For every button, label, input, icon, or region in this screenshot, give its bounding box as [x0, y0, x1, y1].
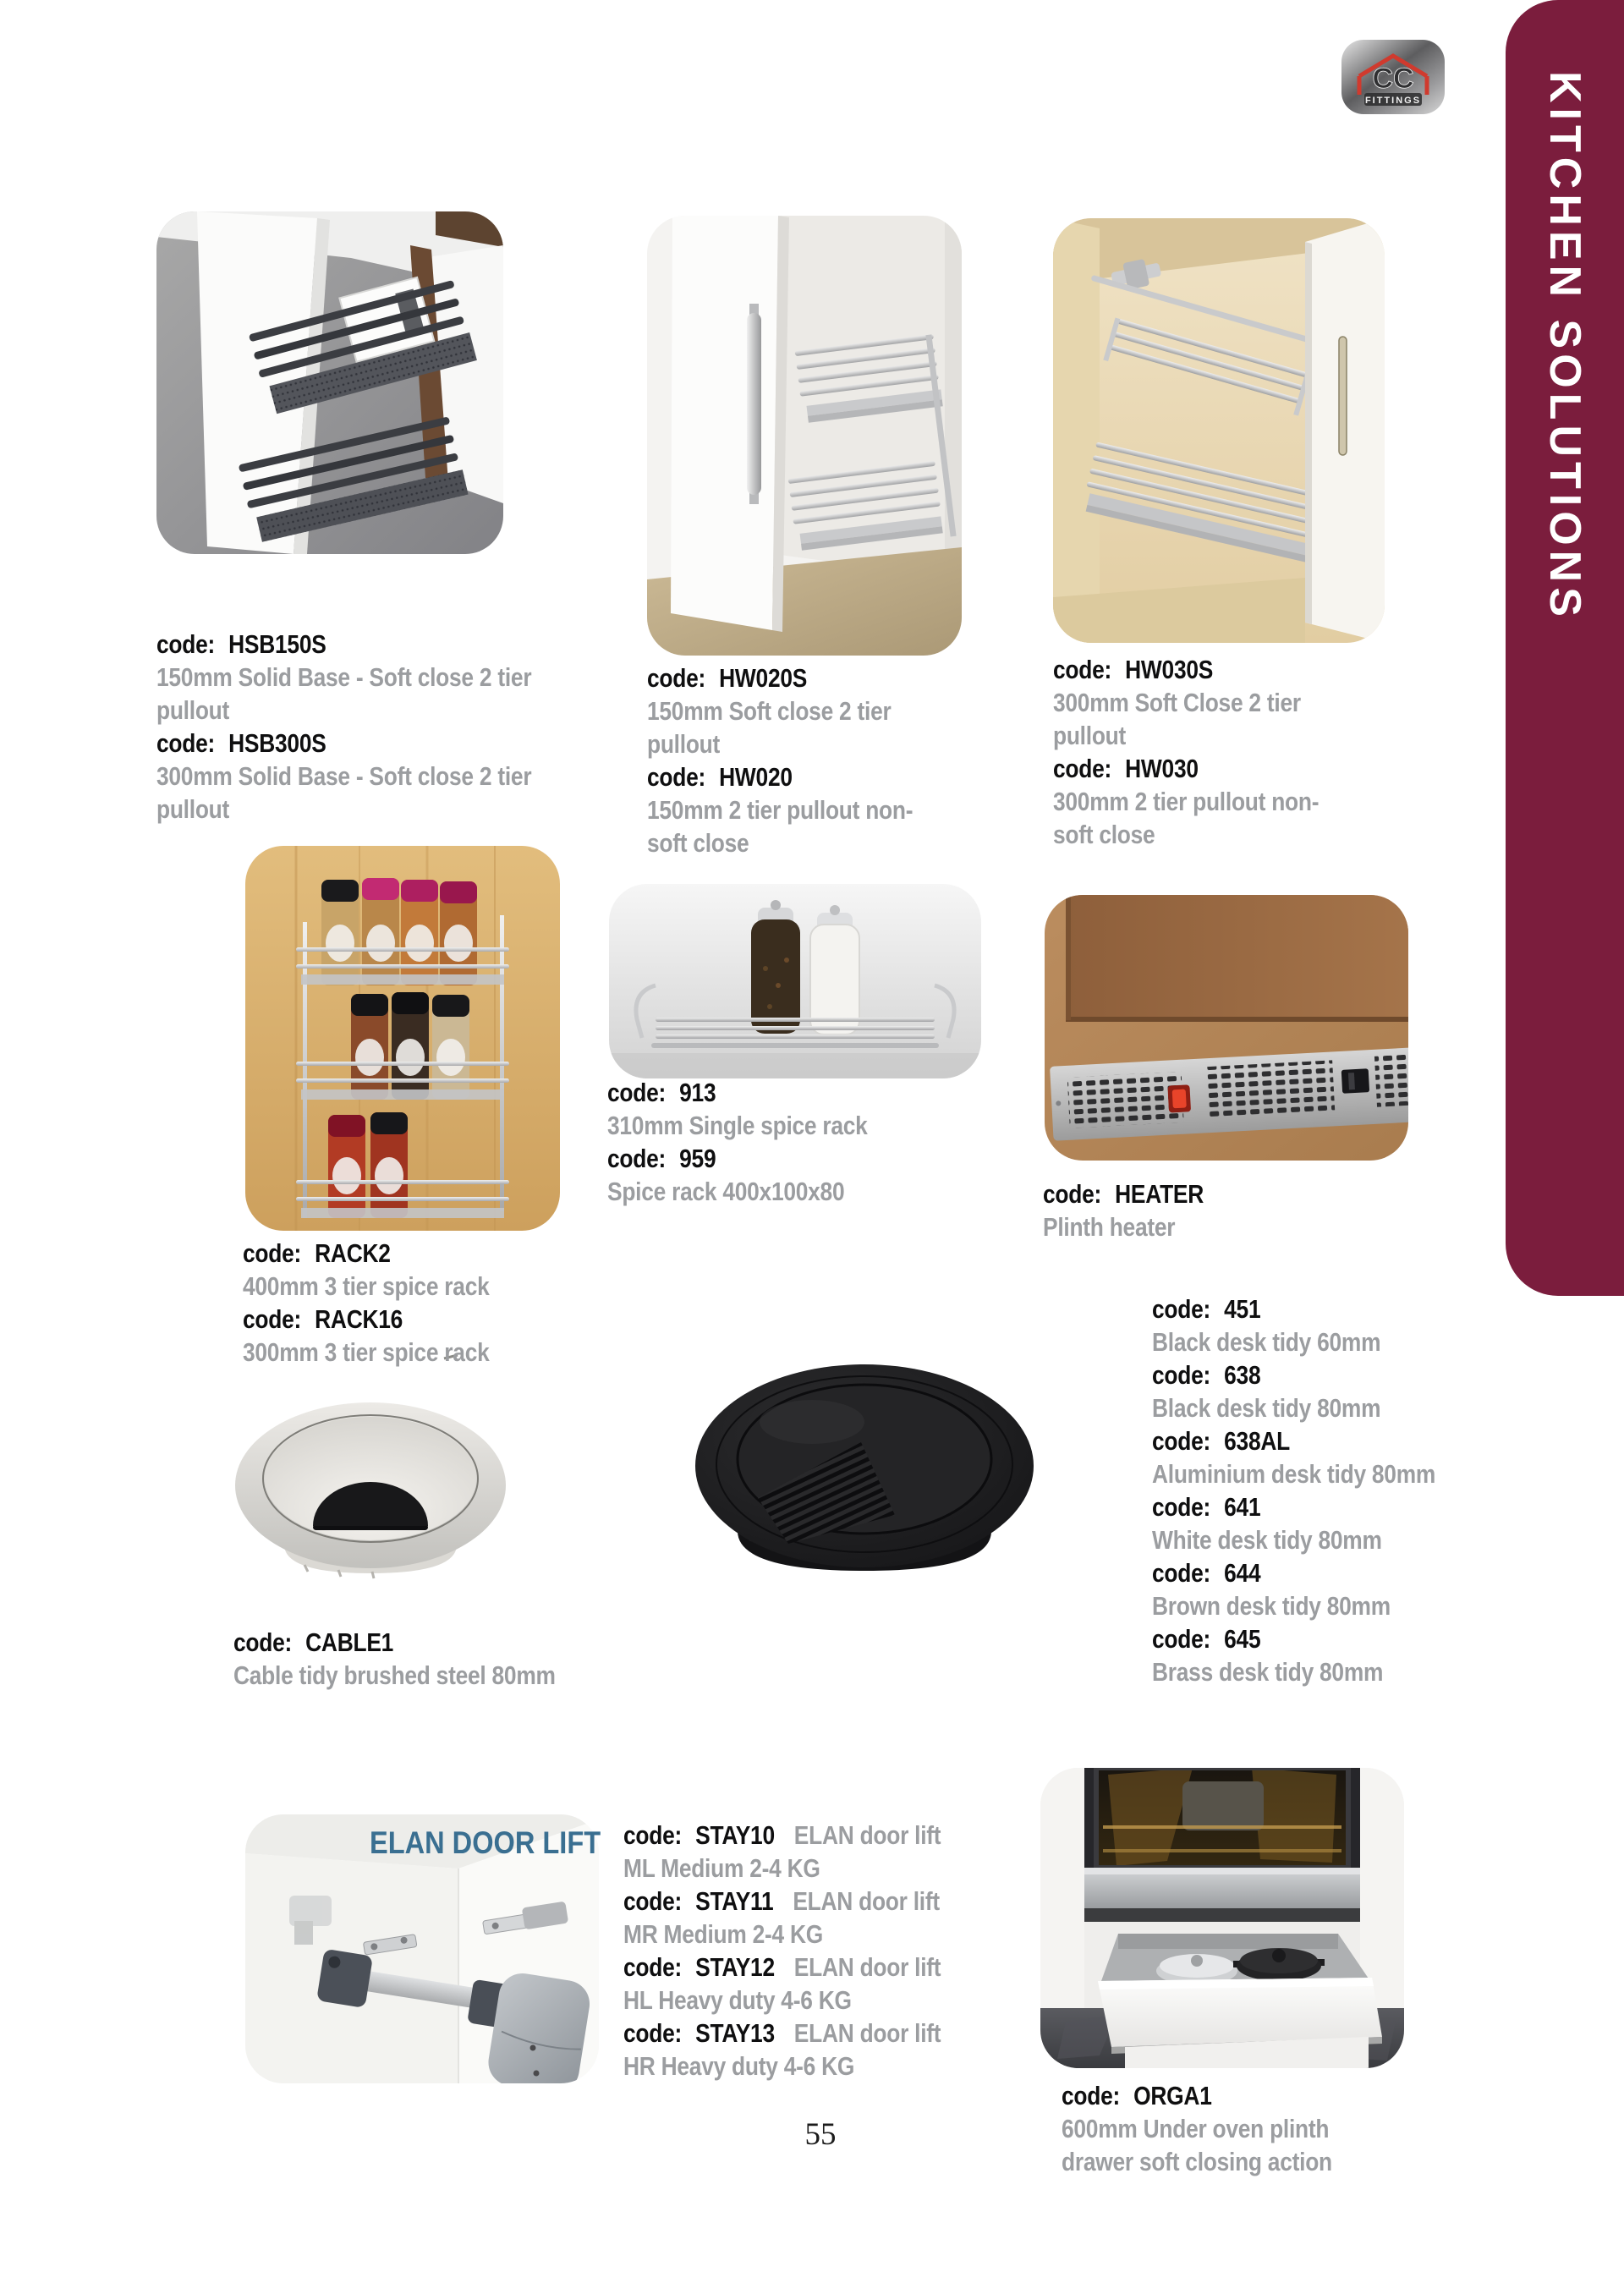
product-desc: 300mm Solid Base - Soft close 2 tier pullout — [156, 761, 532, 824]
caption-hw030 — [1053, 653, 1355, 851]
code-value: RACK16 — [315, 1304, 403, 1334]
product-desc: HR Heavy duty 4-6 KG — [623, 2051, 855, 2081]
code-value: HW020 — [719, 762, 793, 792]
product-desc: Plinth heater — [1043, 1212, 1176, 1242]
spice-rack-single-image — [609, 884, 981, 1078]
product-code-line — [607, 1076, 981, 1109]
product-desc: 300mm 2 tier pullout non-soft close — [1053, 787, 1320, 849]
photo-plinth-heater — [1045, 895, 1408, 1161]
photo-hw020-pullout — [647, 216, 962, 656]
code-value: CABLE1 — [305, 1627, 394, 1657]
code-label: code: — [623, 1886, 683, 1916]
product-desc: Spice rack 400x100x80 — [607, 1177, 845, 1206]
code-suffix: ELAN door lift — [793, 2018, 941, 2048]
product-code-line — [623, 2017, 1040, 2050]
product-code-line — [243, 1237, 602, 1270]
code-suffix: ELAN door lift — [793, 1886, 940, 1916]
code-label: code: — [623, 1952, 683, 1982]
product-code-line — [1053, 752, 1355, 785]
product-code-line — [156, 628, 573, 661]
code-label: code: — [156, 728, 216, 758]
code-value: 959 — [679, 1144, 716, 1173]
caption-desk-tidies — [1152, 1292, 1526, 1688]
product-code-line — [1053, 653, 1355, 686]
product-desc: ML Medium 2-4 KG — [623, 1853, 820, 1883]
code-value: HSB150S — [228, 629, 326, 659]
code-label: code: — [1152, 1294, 1211, 1324]
code-label: code: — [1062, 2081, 1121, 2110]
code-value: RACK2 — [315, 1238, 391, 1268]
code-label: code: — [243, 1304, 302, 1334]
product-desc: Aluminium desk tidy 80mm — [1152, 1459, 1436, 1489]
code-value: 638AL — [1224, 1426, 1290, 1456]
code-value: HW030 — [1125, 754, 1199, 783]
code-value: HSB300S — [228, 728, 326, 758]
caption-hsb — [156, 628, 573, 826]
product-desc: Brown desk tidy 80mm — [1152, 1591, 1391, 1621]
code-value: 638 — [1224, 1360, 1261, 1390]
product-code-line — [647, 760, 949, 793]
code-value: HW030S — [1125, 655, 1214, 684]
product-code-line — [1152, 1490, 1526, 1523]
hw030-pullout-image — [1053, 218, 1385, 643]
product-desc: 600mm Under oven plinth drawer soft closing action — [1062, 2114, 1332, 2176]
cc-fittings-logo-icon — [1341, 39, 1446, 115]
product-desc: Cable tidy brushed steel 80mm — [233, 1660, 556, 1690]
caption-heater — [1043, 1177, 1388, 1243]
code-value: 645 — [1224, 1624, 1261, 1654]
code-label: code: — [1152, 1426, 1211, 1456]
code-suffix: ELAN door lift — [793, 1952, 941, 1982]
product-code-line — [1152, 1358, 1526, 1391]
code-value: 644 — [1224, 1558, 1261, 1588]
caption-stays — [623, 1819, 1040, 2083]
code-label: code: — [623, 1820, 683, 1850]
product-desc: Black desk tidy 80mm — [1152, 1393, 1381, 1423]
code-value: STAY12 — [695, 1952, 775, 1982]
cc-fittings-logo — [1341, 39, 1446, 115]
product-code-line — [623, 1885, 1040, 1918]
code-value: STAY11 — [695, 1886, 774, 1916]
cable-tidy-image — [228, 1352, 567, 1599]
code-value: HW020S — [719, 663, 808, 693]
product-code-line — [1043, 1177, 1388, 1210]
code-label: code: — [623, 2018, 683, 2048]
code-label: code: — [156, 629, 216, 659]
code-label: code: — [1152, 1492, 1211, 1522]
product-code-line — [1062, 2079, 1378, 2112]
hw020-pullout-image — [647, 216, 962, 656]
code-label: code: — [607, 1144, 667, 1173]
photo-hsb-pullout — [156, 211, 503, 554]
logo-cc-text: CC — [1372, 63, 1414, 95]
product-code-line — [233, 1626, 636, 1659]
caption-hw020 — [647, 661, 949, 859]
caption-orga — [1062, 2079, 1378, 2178]
caption-spice — [607, 1076, 981, 1208]
page-number: 55 — [804, 2117, 837, 2152]
product-code-line — [1152, 1622, 1526, 1655]
code-value: STAY10 — [695, 1820, 775, 1850]
product-code-line — [1152, 1292, 1526, 1325]
code-label: code: — [1053, 754, 1112, 783]
code-label: code: — [647, 663, 706, 693]
photo-spice-rack-single — [609, 884, 981, 1078]
photo-black-desk-tidy — [677, 1341, 1053, 1611]
product-code-line — [1152, 1424, 1526, 1457]
kitchen-solutions-banner — [1506, 0, 1624, 1296]
code-label: code: — [1152, 1360, 1211, 1390]
logo-fittings-text: FITTINGS — [1364, 96, 1422, 106]
product-desc: MR Medium 2-4 KG — [623, 1919, 824, 1949]
photo-orga-oven-drawer — [1040, 1768, 1404, 2068]
product-code-line — [647, 661, 949, 694]
product-code-line — [623, 1819, 1040, 1852]
code-value: HEATER — [1115, 1179, 1204, 1209]
product-code-line — [1152, 1556, 1526, 1589]
product-desc: 400mm 3 tier spice rack — [243, 1271, 490, 1301]
code-label: code: — [1152, 1558, 1211, 1588]
code-value: 451 — [1224, 1294, 1261, 1324]
code-label: code: — [243, 1238, 302, 1268]
code-label: code: — [233, 1627, 293, 1657]
product-desc: 150mm Soft close 2 tier pullout — [647, 696, 892, 759]
caption-cable — [233, 1626, 636, 1692]
code-label: code: — [1152, 1624, 1211, 1654]
photo-spice-rack-3tier — [245, 846, 560, 1231]
product-desc: Black desk tidy 60mm — [1152, 1327, 1381, 1357]
spice-rack-3tier-image — [245, 846, 560, 1231]
product-desc: White desk tidy 80mm — [1152, 1525, 1382, 1555]
code-value: 641 — [1224, 1492, 1261, 1522]
photo-hw030-pullout — [1053, 218, 1385, 643]
product-desc: 150mm Solid Base - Soft close 2 tier pullout — [156, 662, 532, 725]
product-desc: 150mm 2 tier pullout non-soft close — [647, 795, 914, 858]
product-code-line — [623, 1951, 1040, 1984]
caption-rack — [243, 1237, 602, 1369]
code-label: code: — [1043, 1179, 1102, 1209]
photo-cable-tidy — [228, 1352, 567, 1599]
code-label: code: — [1053, 655, 1112, 684]
product-code-line — [156, 727, 573, 760]
plinth-heater-image — [1045, 895, 1408, 1161]
product-desc: 300mm Soft Close 2 tier pullout — [1053, 688, 1301, 750]
sidebar-title: KITCHEN SOLUTIONS — [1540, 71, 1589, 622]
product-desc: 300mm 3 tier spice rack — [243, 1337, 490, 1367]
code-label: code: — [647, 762, 706, 792]
code-label: code: — [607, 1078, 667, 1107]
code-value: 913 — [679, 1078, 716, 1107]
code-value: STAY13 — [695, 2018, 775, 2048]
product-desc: 310mm Single spice rack — [607, 1111, 868, 1140]
code-suffix: ELAN door lift — [793, 1820, 941, 1850]
elan-door-lift-overlay-title: ELAN DOOR LIFT — [370, 1825, 601, 1860]
black-desk-tidy-image — [677, 1341, 1053, 1611]
hsb-pullout-image — [156, 211, 503, 554]
code-value: ORGA1 — [1133, 2081, 1212, 2110]
product-code-line — [243, 1303, 602, 1336]
product-desc: Brass desk tidy 80mm — [1152, 1657, 1384, 1687]
orga-oven-drawer-image — [1040, 1768, 1404, 2068]
product-desc: HL Heavy duty 4-6 KG — [623, 1985, 852, 2015]
product-code-line — [607, 1142, 981, 1175]
